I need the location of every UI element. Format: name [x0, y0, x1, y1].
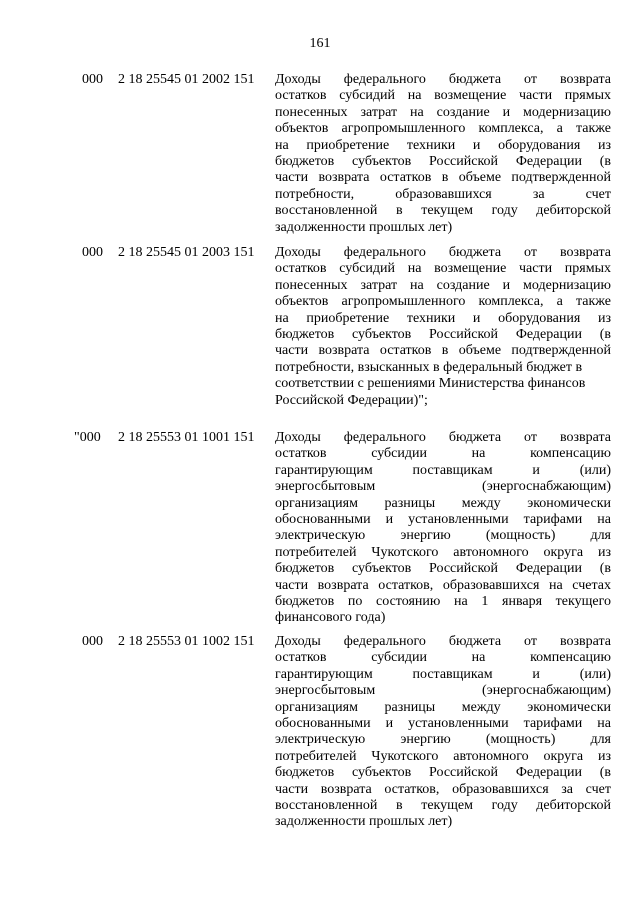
description-line: бюджетов субъектов Российской Федерации (в: [275, 765, 611, 781]
description-line: Доходы федерального бюджета от возврата: [275, 72, 611, 87]
description-line: восстановленной в текущем году дебиторской: [275, 798, 611, 814]
description-line: задолженности прошлых лет): [275, 219, 453, 235]
admin-code: 000: [82, 245, 103, 260]
description-line: на приобретение техники и оборудования из: [275, 137, 611, 153]
description-line: обоснованными и установленными тарифами на: [275, 716, 611, 732]
description-line: электрическую энергию (мощность) для: [275, 528, 611, 544]
description-line: остатков субсидии на компенсацию: [275, 650, 611, 666]
description-line: гарантирующим поставщикам и (или): [275, 462, 611, 478]
description-line: Доходы федерального бюджета от возврата: [275, 245, 611, 260]
budget-classification-code: 2 18 25553 01 1001 151: [118, 430, 255, 445]
description-line: Доходы федерального бюджета от возврата: [275, 430, 611, 445]
description-line: потребности, взысканных в федеральный бюджет в: [275, 359, 583, 375]
admin-code: 000: [82, 72, 103, 87]
page-number: 161: [309, 36, 331, 51]
description-line: понесенных затрат на создание и модернизацию: [275, 277, 611, 293]
description-line: бюджетов субъектов Российской Федерации (в: [275, 327, 611, 343]
description-line: Российской Федерации)";: [275, 392, 428, 408]
description-line: бюджетов субъектов Российской Федерации (в: [275, 561, 611, 577]
description-line: объектов агропромышленного комплекса, а также: [275, 121, 611, 137]
description-line: на приобретение техники и оборудования из: [275, 310, 611, 326]
description-line: потребителей Чукотского автономного округа из: [275, 544, 611, 560]
description-line: части возврата остатков в объеме подтвержденной: [275, 170, 611, 186]
entry-description: [275, 245, 611, 409]
admin-code: "000: [74, 430, 101, 445]
description-line: бюджетов по состоянию на 1 января текущего: [275, 594, 611, 610]
description-line: остатков субсидий на возмещение части прямых: [275, 88, 611, 104]
description-line: финансового года): [275, 610, 386, 626]
budget-classification-code: 2 18 25545 01 2003 151: [118, 245, 255, 260]
description-line: части возврата остатков, образовавшихся на счетах: [275, 577, 611, 593]
description-line: потребителей Чукотского автономного округа из: [275, 748, 611, 764]
description-line: гарантирующим поставщикам и (или): [275, 666, 611, 682]
admin-code: 000: [82, 634, 103, 649]
entry-description: [275, 634, 611, 831]
description-line: части возврата остатков в объеме подтвержденной: [275, 343, 611, 359]
description-line: бюджетов субъектов Российской Федерации (в: [275, 154, 611, 170]
description-line: понесенных затрат на создание и модернизацию: [275, 104, 611, 120]
description-line: восстановленной в текущем году дебиторской: [275, 203, 611, 219]
description-line: объектов агропромышленного комплекса, а также: [275, 294, 611, 310]
description-line: энергосбытовым (энергоснабжающим): [275, 683, 611, 699]
description-line: соответствии с решениями Министерства финансов: [275, 376, 586, 392]
description-line: задолженности прошлых лет): [275, 814, 453, 830]
entry-description: [275, 430, 611, 627]
description-line: остатков субсидий на возмещение части прямых: [275, 261, 611, 277]
description-line: потребности, образовавшихся за счет: [275, 186, 611, 202]
description-line: Доходы федерального бюджета от возврата: [275, 634, 611, 649]
entry-description: [275, 72, 611, 236]
description-line: энергосбытовым (энергоснабжающим): [275, 479, 611, 495]
description-line: остатков субсидии на компенсацию: [275, 446, 611, 462]
budget-classification-code: 2 18 25553 01 1002 151: [118, 634, 255, 649]
description-line: организациям разницы между экономически: [275, 699, 611, 715]
description-line: части возврата остатков, образовавшихся за счет: [275, 781, 611, 797]
description-line: организациям разницы между экономически: [275, 495, 611, 511]
description-line: обоснованными и установленными тарифами на: [275, 512, 611, 528]
budget-classification-code: 2 18 25545 01 2002 151: [118, 72, 255, 87]
description-line: электрическую энергию (мощность) для: [275, 732, 611, 748]
